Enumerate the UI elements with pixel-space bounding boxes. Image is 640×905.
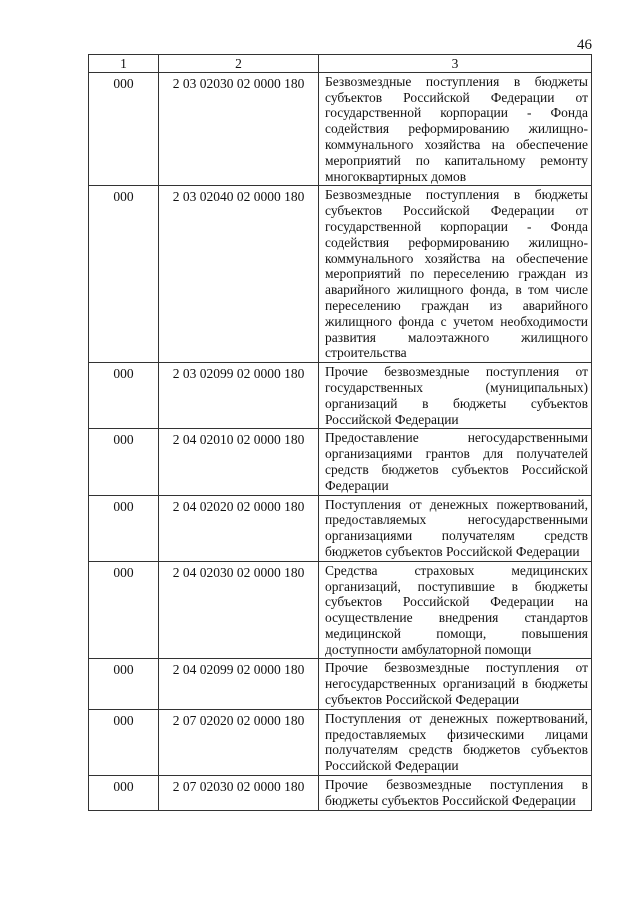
revenue-name-cell: Предоставление негосударственными организациями грантов для получателей средств бюджетов субъектов Российской Федерации <box>319 429 592 495</box>
table-row <box>89 363 592 429</box>
revenue-code-cell: 2 07 02030 02 0000 180 <box>159 776 319 811</box>
revenue-code-cell: 2 04 02099 02 0000 180 <box>159 659 319 709</box>
header-col-2: 2 <box>159 55 319 73</box>
table-row <box>89 709 592 775</box>
admin-code-cell: 000 <box>89 659 159 709</box>
revenue-name-cell: Безвозмездные поступления в бюджеты субъектов Российской Федерации от государственной корпорации - Фонда содействия реформированию жилищно-коммунального хозяйства на обеспечение мероприятий по переселению граждан из аварийного жилищного фонда, в том числе переселению граждан из аварийного жилищного фонда с учетом необходимости развития малоэтажного жилищного строительства <box>319 186 592 363</box>
admin-code-cell: 000 <box>89 429 159 495</box>
revenue-name-cell: Поступления от денежных пожертвований, предоставляемых негосударственными организациями получателям средств бюджетов субъектов Российской Федерации <box>319 495 592 561</box>
admin-code-cell: 000 <box>89 363 159 429</box>
revenue-name-cell: Безвозмездные поступления в бюджеты субъектов Российской Федерации от государственной корпорации - Фонда содействия реформированию жилищно-коммунального хозяйства на обеспечение мероприятий по капитальному ремонту многоквартирных домов <box>319 72 592 186</box>
table-row <box>89 429 592 495</box>
revenue-name-cell: Прочие безвозмездные поступления от негосударственных организаций в бюджеты субъектов Российской Федерации <box>319 659 592 709</box>
revenue-name-cell: Прочие безвозмездные поступления от государственных (муниципальных) организаций в бюджеты субъектов Российской Федерации <box>319 363 592 429</box>
admin-code-cell: 000 <box>89 561 159 659</box>
header-col-3: 3 <box>319 55 592 73</box>
admin-code-cell: 000 <box>89 186 159 363</box>
header-row <box>89 55 592 73</box>
revenue-code-cell: 2 03 02040 02 0000 180 <box>159 186 319 363</box>
table-row <box>89 495 592 561</box>
table-row <box>89 72 592 186</box>
table-row <box>89 561 592 659</box>
revenue-name-cell: Поступления от денежных пожертвований, предоставляемых физическими лицами получателям средств бюджетов субъектов Российской Федерации <box>319 709 592 775</box>
revenue-code-cell: 2 03 02030 02 0000 180 <box>159 72 319 186</box>
revenue-code-cell: 2 07 02020 02 0000 180 <box>159 709 319 775</box>
table-row <box>89 776 592 811</box>
admin-code-cell: 000 <box>89 709 159 775</box>
revenue-code-cell: 2 03 02099 02 0000 180 <box>159 363 319 429</box>
revenue-code-cell: 2 04 02030 02 0000 180 <box>159 561 319 659</box>
revenue-codes-table <box>88 54 592 811</box>
table-body <box>89 72 592 810</box>
revenue-name-cell: Прочие безвозмездные поступления в бюджеты субъектов Российской Федерации <box>319 776 592 811</box>
revenue-name-cell: Средства страховых медицинских организаций, поступившие в бюджеты субъектов Российской Федерации на осуществление внедрения стандартов медицинской помощи, повышения доступности амбулаторной помощи <box>319 561 592 659</box>
admin-code-cell: 000 <box>89 72 159 186</box>
admin-code-cell: 000 <box>89 776 159 811</box>
revenue-code-cell: 2 04 02010 02 0000 180 <box>159 429 319 495</box>
table-row <box>89 659 592 709</box>
revenue-code-cell: 2 04 02020 02 0000 180 <box>159 495 319 561</box>
header-col-1: 1 <box>89 55 159 73</box>
table-header <box>89 55 592 73</box>
page-number: 46 <box>577 37 592 53</box>
table-row <box>89 186 592 363</box>
admin-code-cell: 000 <box>89 495 159 561</box>
